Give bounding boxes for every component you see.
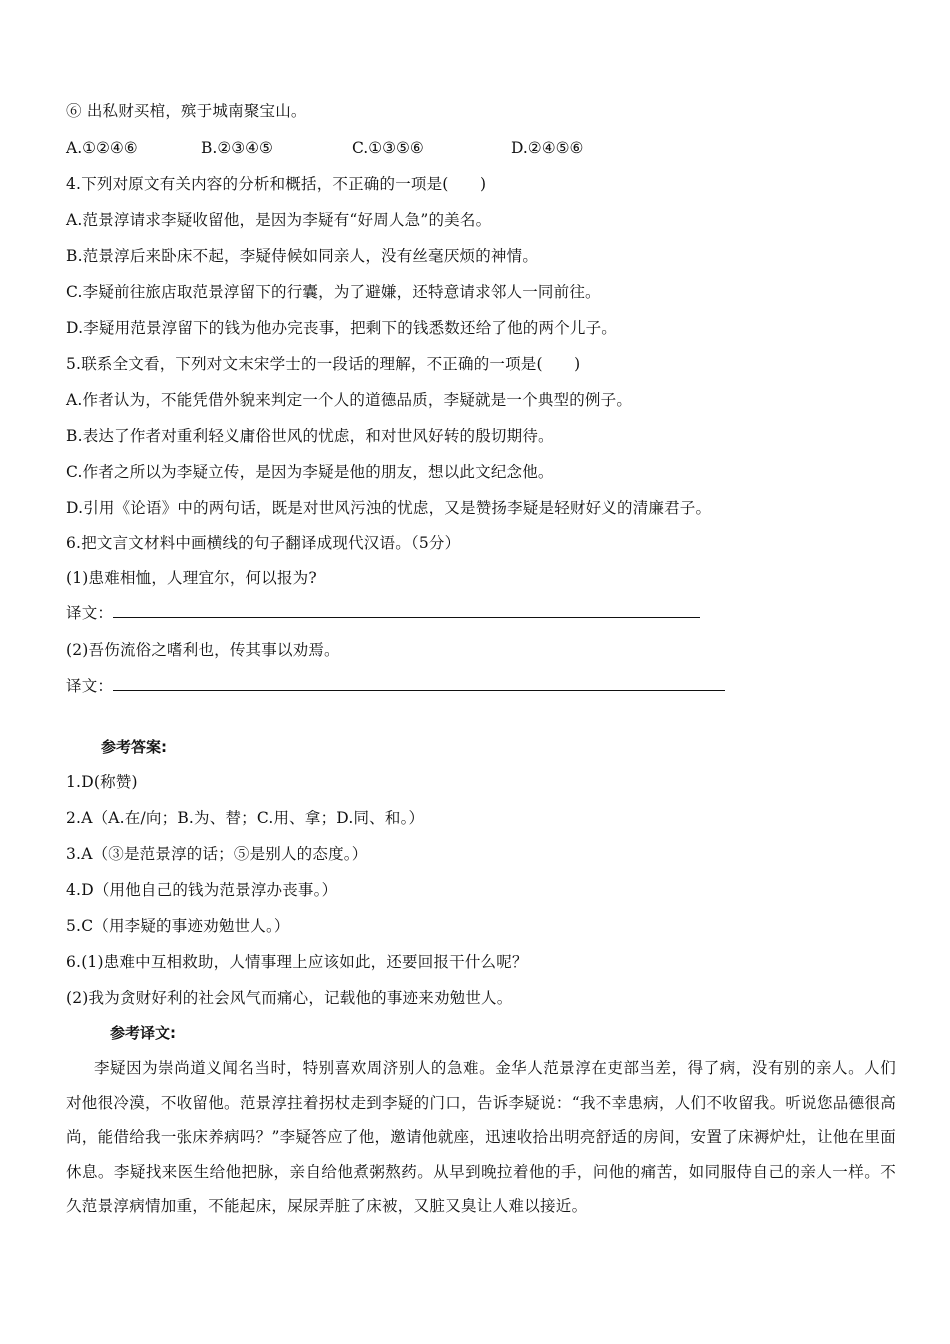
answer-item: 1.D(称赞) <box>66 773 138 791</box>
q4-option-b: B.范景淳后来卧床不起，李疑侍候如同亲人，没有丝毫厌烦的神情。 <box>66 247 539 265</box>
q5-stem: 5.联系全文看，下列对文末宋学士的一段话的理解，不正确的一项是( ) <box>66 355 581 373</box>
q3-option-a: A.①②④⑥ <box>66 139 138 157</box>
translation-label: 译文： <box>66 604 114 622</box>
q4-stem: 4.下列对原文有关内容的分析和概括，不正确的一项是( ) <box>66 175 487 193</box>
q4-option-d: D.李疑用范景淳留下的钱为他办完丧事，把剩下的钱悉数还给了他的两个儿子。 <box>66 319 618 337</box>
q3-option-d: D.②④⑤⑥ <box>511 139 584 157</box>
answer-item: (2)我为贪财好利的社会风气而痛心，记载他的事迹来劝勉世人。 <box>66 989 513 1007</box>
answer-item: 2.A（A.在/向；B.为、替；C.用、拿；D.同、和。） <box>66 809 425 827</box>
q6-answer-row-2 <box>66 676 725 696</box>
answer-blank-1[interactable] <box>113 603 700 618</box>
q5-option-c: C.作者之所以为李疑立传，是因为李疑是他的朋友，想以此文纪念他。 <box>66 463 554 481</box>
translation-label: 译文： <box>66 677 114 695</box>
q6-sentence-2: (2)吾伤流俗之嗜利也，传其事以劝焉。 <box>66 641 340 659</box>
q3-option-item-6: ⑥ 出私财买棺，殡于城南聚宝山。 <box>66 102 307 120</box>
answer-item: 3.A（③是范景淳的话；⑤是别人的态度。） <box>66 845 368 863</box>
q6-stem: 6.把文言文材料中画横线的句子翻译成现代汉语。（5分） <box>66 534 461 552</box>
translation-paragraph: 李疑因为崇尚道义闻名当时，特别喜欢周济别人的急难。金华人范景淳在吏部当差，得了病，没有别的亲人。人们对他很冷漠，不收留他。范景淳拄着拐杖走到李疑的门口，告诉李疑说：“我不幸患病，人们不收留我。听说您品德很高尚，能借给我一张床养病吗？”李疑答应了他，邀请他就座，迅速收拾出明亮舒适的房间，安置了床褥炉灶，让他在里面休息。李疑找来医生给他把脉，亲自给他煮粥熬药。从早到晚拉着他的手，问他的痛苦，如同服侍自己的亲人一样。不久范景淳病情加重，不能起床，屎尿弄脏了床被，又脏又臭让人难以接近。 <box>66 1059 896 1215</box>
q6-answer-row-1 <box>66 603 700 623</box>
translation-heading: 参考译文: <box>110 1024 176 1042</box>
q6-sentence-1: (1)患难相恤，人理宜尔，何以报为? <box>66 569 317 587</box>
q5-option-a: A.作者认为，不能凭借外貌来判定一个人的道德品质，李疑就是一个典型的例子。 <box>66 391 633 409</box>
q5-option-d: D.引用《论语》中的两句话，既是对世风污浊的忧虑，又是赞扬李疑是轻财好义的清廉君子。 <box>66 499 712 517</box>
answers-heading: 参考答案: <box>101 738 167 756</box>
q5-option-b: B.表达了作者对重利轻义庸俗世风的忧虑，和对世风好转的殷切期待。 <box>66 427 554 445</box>
q3-option-b: B.②③④⑤ <box>201 139 273 157</box>
q4-option-c: C.李疑前往旅店取范景淳留下的行囊，为了避嫌，还特意请求邻人一同前往。 <box>66 283 601 301</box>
q4-option-a: A.范景淳请求李疑收留他，是因为李疑有“好周人急”的美名。 <box>66 211 492 229</box>
q3-option-c: C.①③⑤⑥ <box>352 139 424 157</box>
answer-item: 4.D（用他自己的钱为范景淳办丧事。） <box>66 881 338 899</box>
answer-item: 6.(1)患难中互相救助，人情事理上应该如此，还要回报干什么呢？ <box>66 953 528 971</box>
answer-blank-2[interactable] <box>113 676 725 691</box>
answer-item: 5.C（用李疑的事迹劝勉世人。） <box>66 917 290 935</box>
